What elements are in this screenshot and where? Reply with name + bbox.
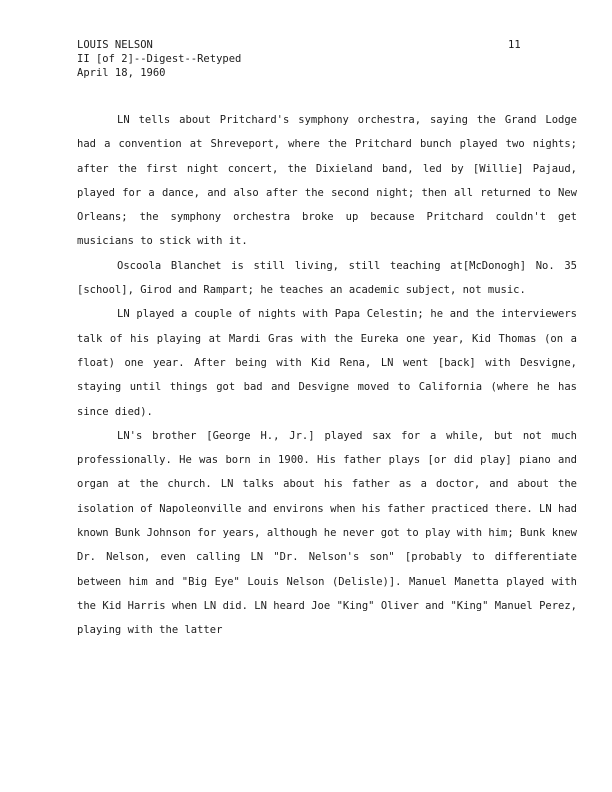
header-subtitle: II [of 2]--Digest--Retyped <box>77 53 242 65</box>
document-header <box>77 38 241 80</box>
header-date: April 18, 1960 <box>77 67 166 79</box>
page-number: 11 <box>508 39 521 51</box>
header-name: LOUIS NELSON <box>77 39 153 51</box>
paragraph-pritchard: LN tells about Pritchard's symphony orchestra, saying the Grand Lodge had a convention at Shreveport, where the Pritchard bunch played two nights; after the first night concert, the Dixieland band, led by [Willie] Pajaud, played for a dance, and also after the second night; then all returned to New Orleans; the symphony orchestra broke up because Pritchard couldn't get musicians to stick with it. <box>77 114 577 248</box>
paragraph-celestin: LN played a couple of nights with Papa Celestin; he and the interviewers talk of his playing at Mardi Gras with the Eureka one year, Kid Thomas (on a float) one year. After being with Kid Rena, LN went [back] with Desvigne, staying until things got bad and Desvigne moved to California (where he has since died). <box>77 308 577 418</box>
paragraph-brother: LN's brother [George H., Jr.] played sax for a while, but not much professionally. He was born in 1900. His father plays [or did play] piano and organ at the church. LN talks about his father as a doctor, and about the isolation of Napoleonville and environs when his father practiced there. LN had known Bunk Johnson for years, although he never got to play with him; Bunk knew Dr. Nelson, even calling LN "Dr. Nelson's son" [probably to differentiate between him and "Big Eye" Louis Nelson (Delisle)]. Manuel Manetta played with the Kid Harris when LN did. LN heard Joe "King" Oliver and "King" Manuel Perez, playing with the latter <box>77 429 577 637</box>
document-body <box>77 108 577 643</box>
paragraph-blanchet: Oscoola Blanchet is still living, still teaching at[McDonogh] No. 35 [school], Girod and Rampart; he teaches an academic subject, not music. <box>77 259 577 297</box>
